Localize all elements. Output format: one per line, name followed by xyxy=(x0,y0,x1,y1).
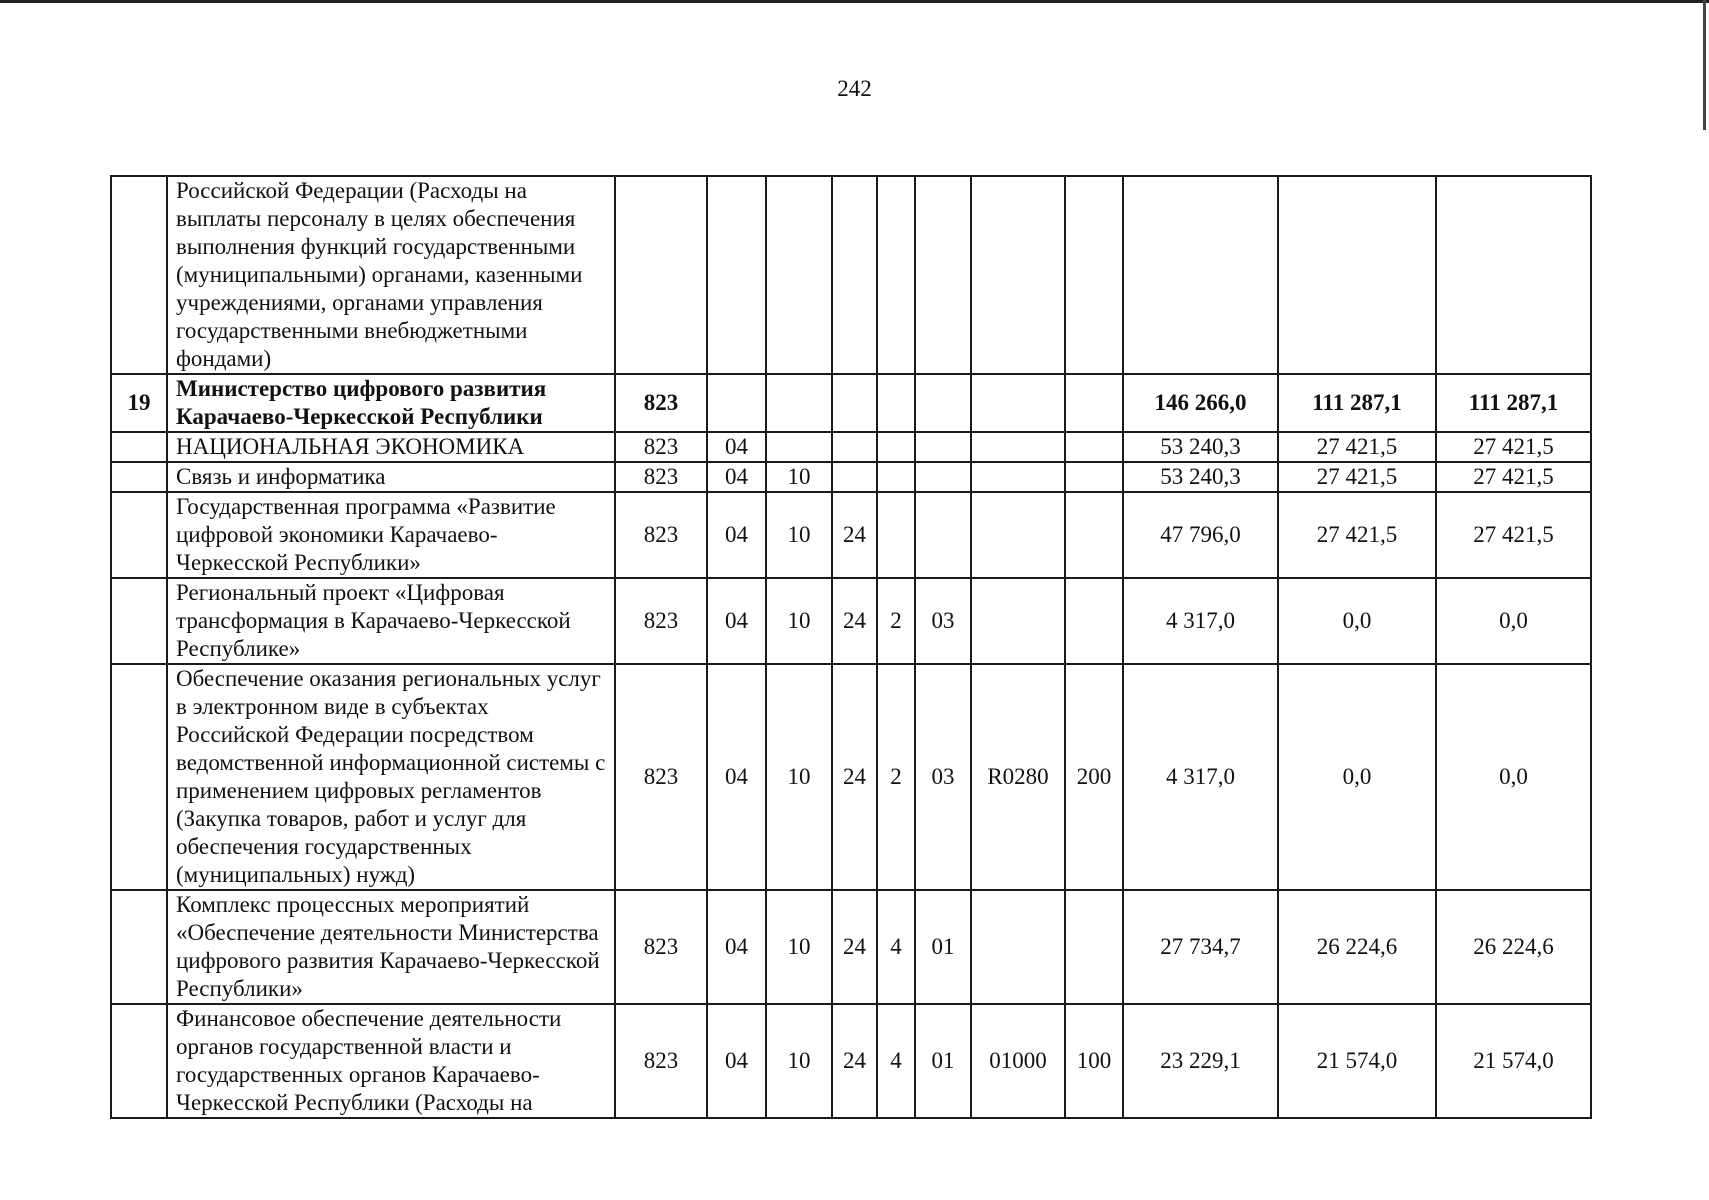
target-code-cell xyxy=(971,432,1065,462)
type-code-cell: 4 xyxy=(877,890,915,1004)
amount-3-cell: 27 421,5 xyxy=(1436,492,1591,578)
ministry-code-cell xyxy=(615,176,707,374)
program-code-cell: 24 xyxy=(832,578,877,664)
amount-1-cell: 27 734,7 xyxy=(1123,890,1278,1004)
type-code-cell xyxy=(877,374,915,432)
target-code-cell: 01000 xyxy=(971,1004,1065,1118)
subsection-code-cell xyxy=(766,432,832,462)
type-code-cell xyxy=(877,462,915,492)
table-row xyxy=(111,1004,1591,1118)
table-row xyxy=(111,374,1591,432)
item-name-cell: НАЦИОНАЛЬНАЯ ЭКОНОМИКА xyxy=(167,432,615,462)
item-name-cell: Связь и информатика xyxy=(167,462,615,492)
event-code-cell xyxy=(915,462,971,492)
expense-type-cell: 100 xyxy=(1065,1004,1123,1118)
target-code-cell xyxy=(971,578,1065,664)
table-row xyxy=(111,432,1591,462)
subsection-code-cell: 10 xyxy=(766,890,832,1004)
amount-3-cell: 26 224,6 xyxy=(1436,890,1591,1004)
program-code-cell xyxy=(832,462,877,492)
event-code-cell: 01 xyxy=(915,890,971,1004)
subsection-code-cell: 10 xyxy=(766,492,832,578)
ministry-code-cell: 823 xyxy=(615,432,707,462)
section-code-cell: 04 xyxy=(707,492,766,578)
row-number-cell xyxy=(111,890,167,1004)
type-code-cell: 2 xyxy=(877,578,915,664)
program-code-cell xyxy=(832,176,877,374)
type-code-cell: 2 xyxy=(877,664,915,890)
amount-2-cell: 0,0 xyxy=(1278,664,1436,890)
amount-2-cell: 21 574,0 xyxy=(1278,1004,1436,1118)
ministry-code-cell: 823 xyxy=(615,890,707,1004)
section-code-cell: 04 xyxy=(707,462,766,492)
amount-2-cell: 111 287,1 xyxy=(1278,374,1436,432)
amount-3-cell: 27 421,5 xyxy=(1436,432,1591,462)
expense-type-cell xyxy=(1065,890,1123,1004)
row-number-cell xyxy=(111,176,167,374)
amount-1-cell: 53 240,3 xyxy=(1123,432,1278,462)
subsection-code-cell xyxy=(766,374,832,432)
event-code-cell xyxy=(915,492,971,578)
amount-3-cell: 111 287,1 xyxy=(1436,374,1591,432)
type-code-cell xyxy=(877,176,915,374)
table-row xyxy=(111,578,1591,664)
amount-3-cell: 27 421,5 xyxy=(1436,462,1591,492)
ministry-code-cell: 823 xyxy=(615,664,707,890)
target-code-cell: R0280 xyxy=(971,664,1065,890)
row-number-cell: 19 xyxy=(111,374,167,432)
row-number-cell xyxy=(111,462,167,492)
expense-type-cell xyxy=(1065,374,1123,432)
item-name-cell: Обеспечение оказания региональных услуг в электронном виде в субъектах Российской Федерации посредством ведомственной информационной системы с применением цифровых регламентов (Закупка товаров, работ и услуг для обеспечения государственных (муниципальных) нужд) xyxy=(167,664,615,890)
expense-type-cell xyxy=(1065,176,1123,374)
row-number-cell xyxy=(111,578,167,664)
page-number: 242 xyxy=(837,76,872,101)
item-name-cell: Региональный проект «Цифровая трансформация в Карачаево-Черкесской Республике» xyxy=(167,578,615,664)
row-number-cell xyxy=(111,1004,167,1118)
subsection-code-cell: 10 xyxy=(766,462,832,492)
table-row xyxy=(111,890,1591,1004)
section-code-cell: 04 xyxy=(707,1004,766,1118)
budget-table-body xyxy=(111,176,1591,1118)
event-code-cell xyxy=(915,176,971,374)
table-row xyxy=(111,492,1591,578)
item-name-cell: Министерство цифрового развития Карачаево-Черкесской Республики xyxy=(167,374,615,432)
amount-1-cell: 4 317,0 xyxy=(1123,664,1278,890)
ministry-code-cell: 823 xyxy=(615,578,707,664)
ministry-code-cell: 823 xyxy=(615,374,707,432)
budget-table xyxy=(110,175,1592,1119)
target-code-cell xyxy=(971,890,1065,1004)
section-code-cell: 04 xyxy=(707,664,766,890)
subsection-code-cell: 10 xyxy=(766,578,832,664)
type-code-cell xyxy=(877,492,915,578)
amount-3-cell: 21 574,0 xyxy=(1436,1004,1591,1118)
section-code-cell: 04 xyxy=(707,578,766,664)
event-code-cell xyxy=(915,374,971,432)
program-code-cell: 24 xyxy=(832,664,877,890)
section-code-cell: 04 xyxy=(707,432,766,462)
table-row xyxy=(111,462,1591,492)
amount-1-cell: 146 266,0 xyxy=(1123,374,1278,432)
row-number-cell xyxy=(111,492,167,578)
amount-2-cell: 26 224,6 xyxy=(1278,890,1436,1004)
subsection-code-cell: 10 xyxy=(766,1004,832,1118)
row-number-cell xyxy=(111,664,167,890)
amount-3-cell: 0,0 xyxy=(1436,664,1591,890)
item-name-cell: Комплекс процессных мероприятий «Обеспечение деятельности Министерства цифрового развития Карачаево-Черкесской Республики» xyxy=(167,890,615,1004)
ministry-code-cell: 823 xyxy=(615,462,707,492)
amount-2-cell: 27 421,5 xyxy=(1278,492,1436,578)
ministry-code-cell: 823 xyxy=(615,1004,707,1118)
section-code-cell: 04 xyxy=(707,890,766,1004)
type-code-cell: 4 xyxy=(877,1004,915,1118)
target-code-cell xyxy=(971,492,1065,578)
expense-type-cell: 200 xyxy=(1065,664,1123,890)
expense-type-cell xyxy=(1065,492,1123,578)
right-scan-rule xyxy=(1703,0,1706,130)
event-code-cell: 03 xyxy=(915,664,971,890)
program-code-cell: 24 xyxy=(832,1004,877,1118)
subsection-code-cell xyxy=(766,176,832,374)
row-number-cell xyxy=(111,432,167,462)
table-row xyxy=(111,664,1591,890)
target-code-cell xyxy=(971,176,1065,374)
event-code-cell xyxy=(915,432,971,462)
amount-2-cell: 0,0 xyxy=(1278,578,1436,664)
program-code-cell xyxy=(832,374,877,432)
amount-2-cell: 27 421,5 xyxy=(1278,462,1436,492)
amount-1-cell: 4 317,0 xyxy=(1123,578,1278,664)
expense-type-cell xyxy=(1065,462,1123,492)
amount-1-cell: 23 229,1 xyxy=(1123,1004,1278,1118)
program-code-cell xyxy=(832,432,877,462)
event-code-cell: 01 xyxy=(915,1004,971,1118)
amount-2-cell: 27 421,5 xyxy=(1278,432,1436,462)
amount-1-cell xyxy=(1123,176,1278,374)
section-code-cell xyxy=(707,374,766,432)
event-code-cell: 03 xyxy=(915,578,971,664)
expense-type-cell xyxy=(1065,578,1123,664)
amount-1-cell: 47 796,0 xyxy=(1123,492,1278,578)
program-code-cell: 24 xyxy=(832,890,877,1004)
item-name-cell: Финансовое обеспечение деятельности органов государственной власти и государственных органов Карачаево-Черкесской Республики (Расходы на xyxy=(167,1004,615,1118)
subsection-code-cell: 10 xyxy=(766,664,832,890)
amount-1-cell: 53 240,3 xyxy=(1123,462,1278,492)
amount-3-cell: 0,0 xyxy=(1436,578,1591,664)
amount-3-cell xyxy=(1436,176,1591,374)
target-code-cell xyxy=(971,462,1065,492)
program-code-cell: 24 xyxy=(832,492,877,578)
top-scan-rule xyxy=(0,0,1709,3)
type-code-cell xyxy=(877,432,915,462)
ministry-code-cell: 823 xyxy=(615,492,707,578)
expense-type-cell xyxy=(1065,432,1123,462)
target-code-cell xyxy=(971,374,1065,432)
item-name-cell: Российской Федерации (Расходы на выплаты персоналу в целях обеспечения выполнения функций государственными (муниципальными) органами, казенными учреждениями, органами управления государственными внебюджетными фондами) xyxy=(167,176,615,374)
item-name-cell: Государственная программа «Развитие цифровой экономики Карачаево-Черкесской Республики» xyxy=(167,492,615,578)
table-row xyxy=(111,176,1591,374)
amount-2-cell xyxy=(1278,176,1436,374)
section-code-cell xyxy=(707,176,766,374)
